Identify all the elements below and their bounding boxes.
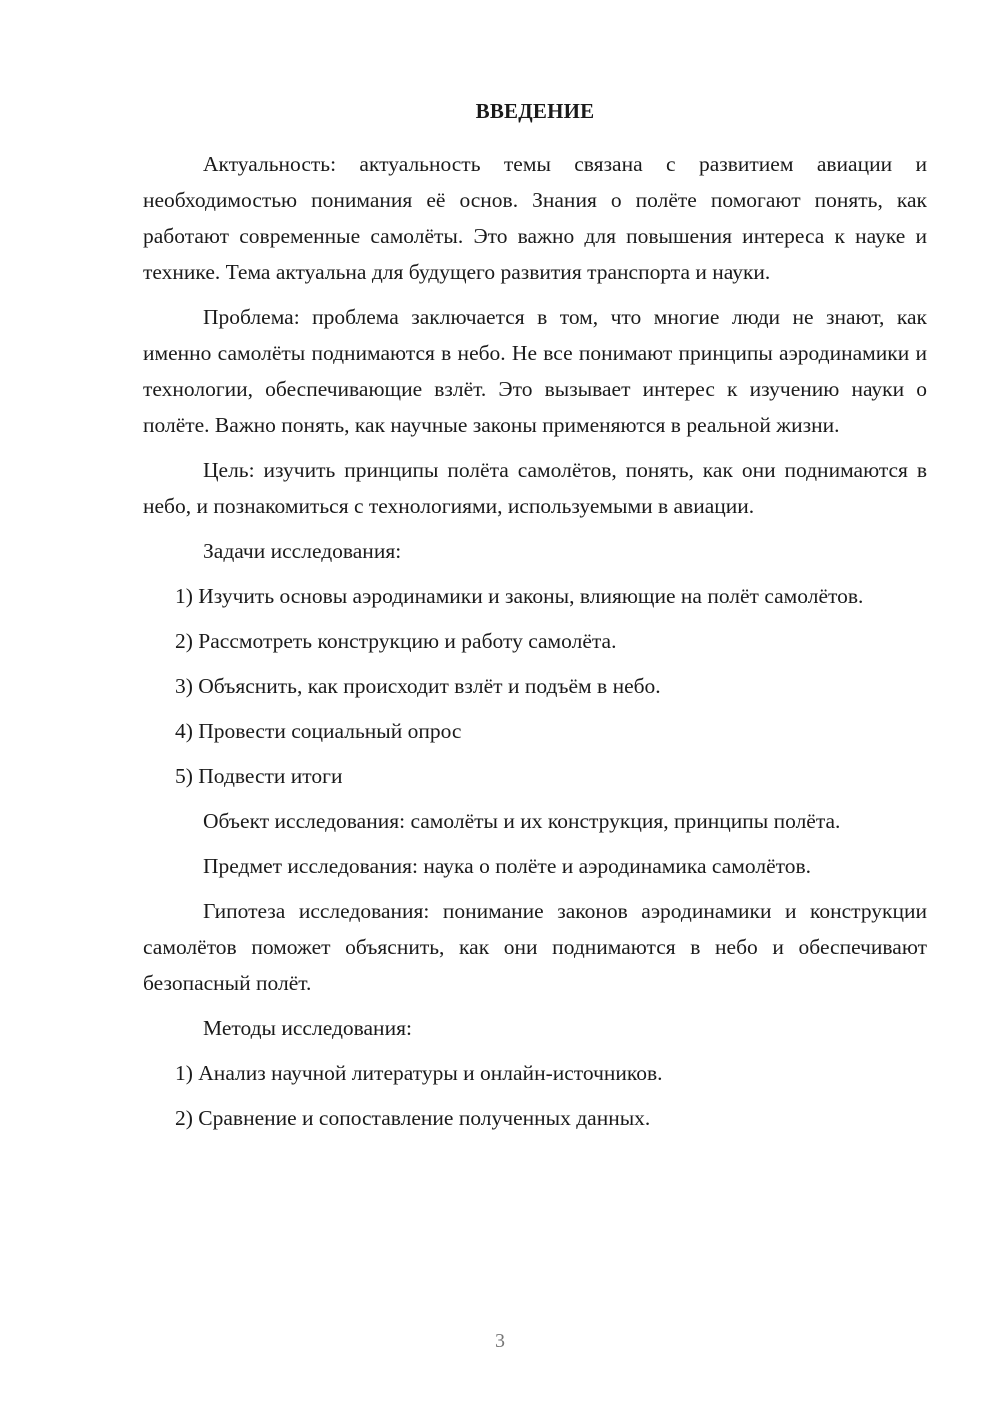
task-item-1: 1) Изучить основы аэродинамики и законы, влияющие на полёт самолётов. <box>175 584 864 608</box>
paragraph-goal: Цель: изучить принципы полёта самолётов, понять, как они поднимаются в небо, и познакомиться с технологиями, используемыми в авиации. <box>143 458 927 518</box>
document-page <box>143 94 927 1145</box>
methods-heading: Методы исследования: <box>203 1016 412 1040</box>
paragraph-subject: Предмет исследования: наука о полёте и аэродинамика самолётов. <box>203 854 812 878</box>
task-item-2: 2) Рассмотреть конструкцию и работу самолёта. <box>175 629 617 653</box>
paragraph-object: Объект исследования: самолёты и их конструкция, принципы полёта. <box>203 809 841 833</box>
paragraph-hypothesis: Гипотеза исследования: понимание законов аэродинамики и конструкции самолётов поможет объяснить, как они поднимаются в небо и обеспечивают безопасный полёт. <box>143 899 927 995</box>
section-title: ВВЕДЕНИЕ <box>475 99 595 123</box>
task-item-5: 5) Подвести итоги <box>175 764 343 788</box>
page-number: 3 <box>495 1330 505 1352</box>
task-item-4: 4) Провести социальный опрос <box>175 719 462 743</box>
paragraph-problem: Проблема: проблема заключается в том, что многие люди не знают, как именно самолёты поднимаются в небо. Не все понимают принципы аэродинамики и технологии, обеспечивающие взлёт. Это вызывает интерес к изучению науки о полёте. Важно понять, как научные законы применяются в реальной жизни. <box>143 305 927 437</box>
tasks-heading: Задачи исследования: <box>203 539 402 563</box>
task-item-3: 3) Объяснить, как происходит взлёт и подъём в небо. <box>175 674 661 698</box>
method-item-2: 2) Сравнение и сопоставление полученных данных. <box>175 1106 651 1130</box>
method-item-1: 1) Анализ научной литературы и онлайн-источников. <box>175 1061 663 1085</box>
paragraph-relevance: Актуальность: актуальность темы связана с развитием авиации и необходимостью понимания её основ. Знания о полёте помогают понять, как работают современные самолёты. Это важно для повышения интереса к науке и технике. Тема актуальна для будущего развития транспорта и науки. <box>143 152 927 284</box>
